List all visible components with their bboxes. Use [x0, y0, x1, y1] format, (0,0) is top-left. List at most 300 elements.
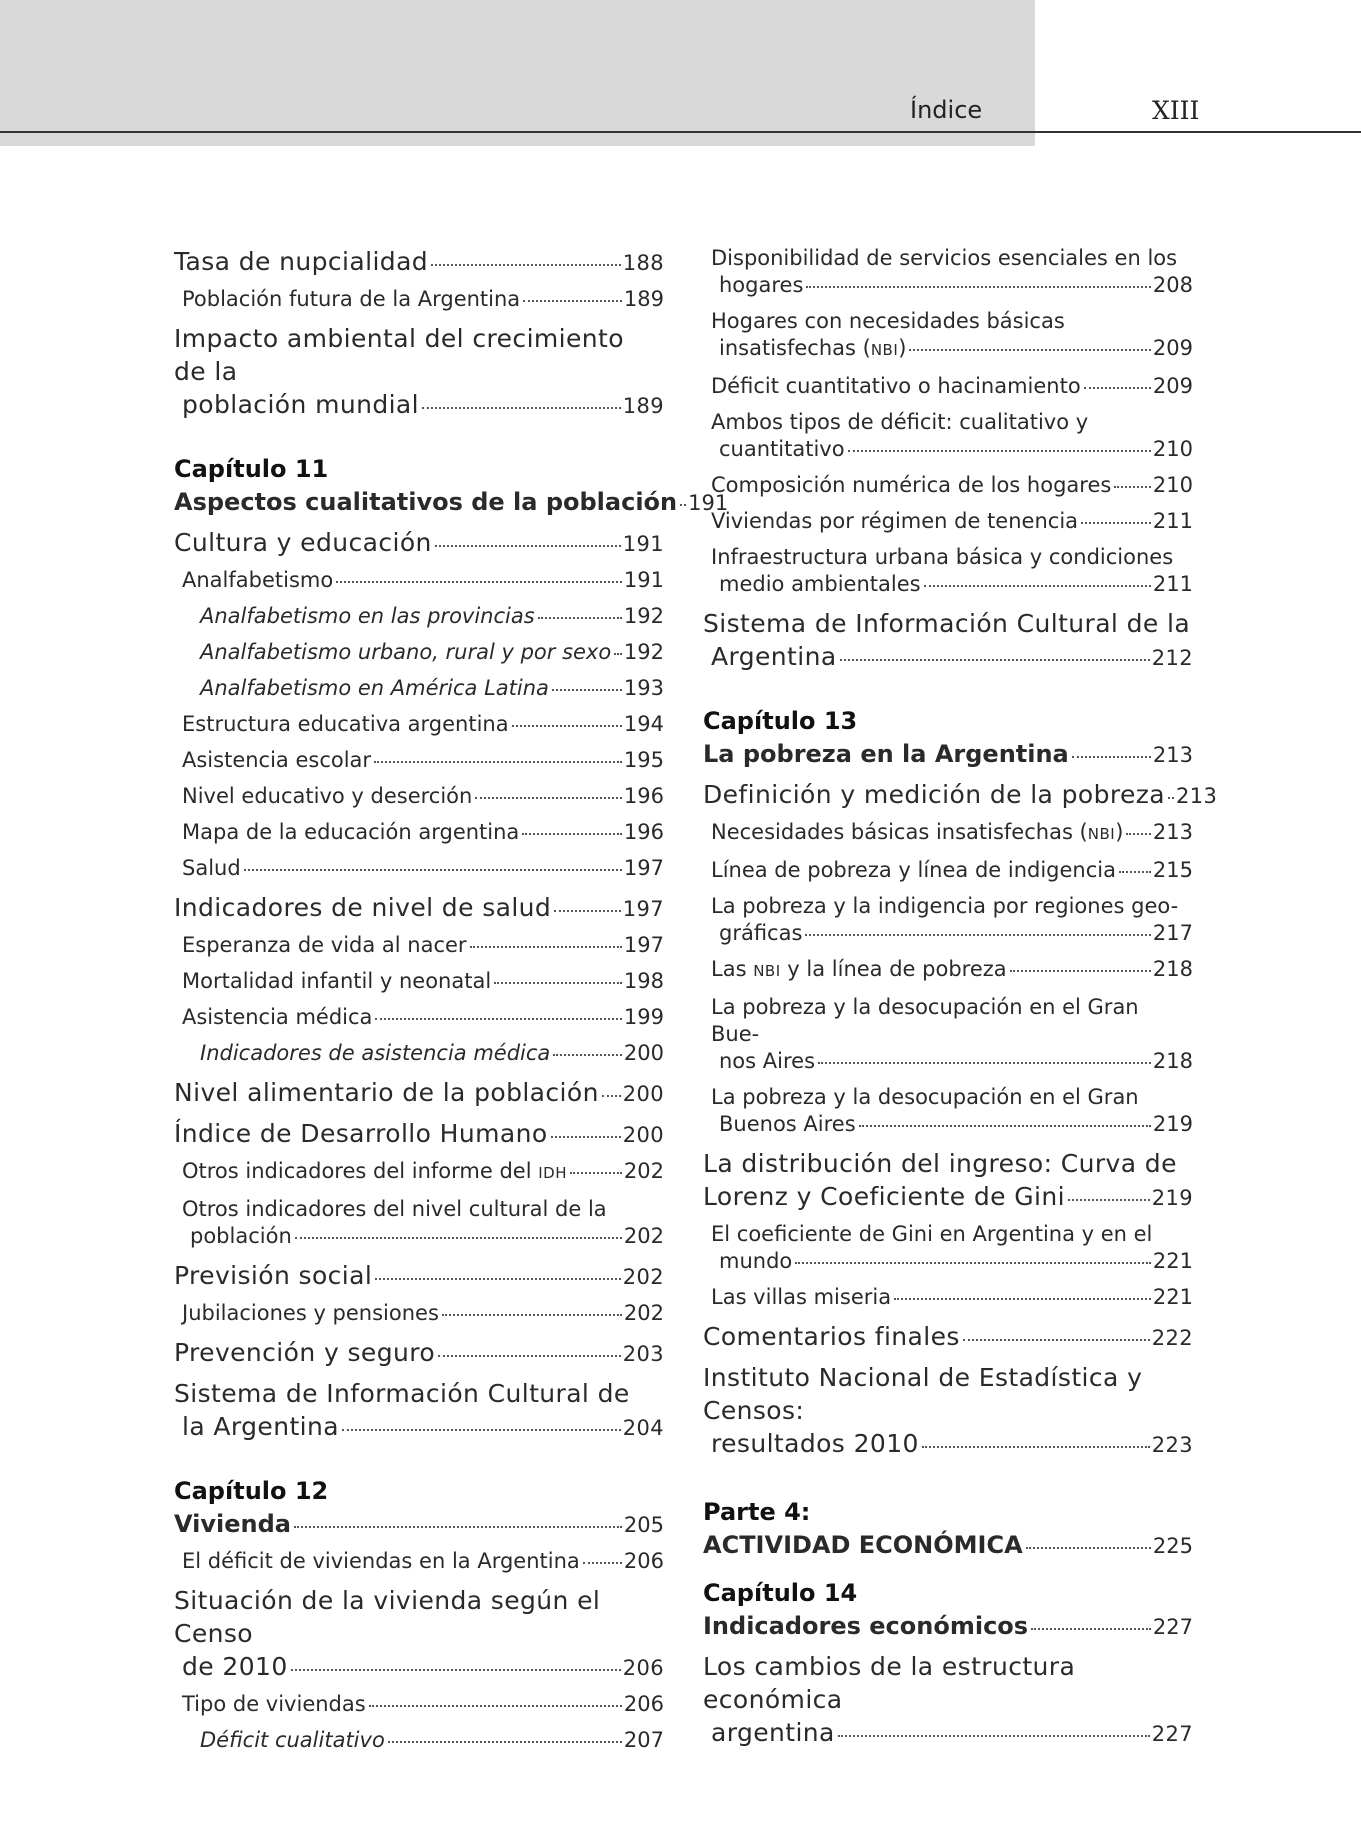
toc-entry-title-line: Impacto ambiental del crecimiento de la — [174, 324, 624, 386]
toc-page-number: 210 — [1152, 473, 1193, 497]
toc-page-number: 211 — [1152, 509, 1193, 533]
toc-entry-row — [703, 1529, 1193, 1563]
toc-entry-row — [174, 486, 729, 520]
toc-page-number: 217 — [1152, 921, 1193, 945]
dot-leader — [295, 1237, 622, 1239]
toc-page-number: 194 — [623, 712, 664, 736]
toc-entry[interactable] — [703, 544, 1193, 598]
toc-entry-row — [182, 819, 664, 846]
toc-entry[interactable] — [703, 607, 1193, 675]
toc-entry[interactable] — [174, 1040, 664, 1067]
toc-entry-title: Déficit cualitativo — [200, 1728, 385, 1752]
toc-entry-title: Lorenz y Coeficiente de Gini — [703, 1182, 1065, 1211]
toc-entry[interactable] — [174, 819, 664, 846]
toc-entry-title: Previsión social — [174, 1261, 373, 1290]
toc-page-number: 200 — [622, 1082, 664, 1106]
toc-entry-title-line: Situación de la vivienda según el Censo — [174, 1586, 601, 1648]
toc-entry-row — [711, 956, 1193, 985]
toc-entry-row — [174, 1076, 664, 1111]
toc-page-number: 202 — [623, 1301, 664, 1325]
toc-entry-title: argentina — [711, 1718, 835, 1747]
dot-leader — [538, 617, 622, 619]
toc-entry[interactable] — [703, 1361, 1193, 1462]
dot-leader — [470, 946, 622, 948]
dot-leader — [1114, 486, 1151, 488]
dot-leader — [375, 1018, 621, 1020]
toc-entry-row — [182, 1158, 664, 1187]
toc-entry-row — [711, 571, 1193, 598]
toc-entry-title: Tasa de nupcialidad — [174, 247, 429, 276]
toc-page-number: 192 — [623, 604, 664, 628]
toc-page-number: 208 — [1152, 273, 1193, 297]
toc-entry-row — [182, 711, 664, 738]
toc-entry[interactable] — [174, 1727, 664, 1754]
toc-entry-row — [200, 639, 664, 666]
toc-page-number: 193 — [623, 676, 664, 700]
running-header-title: Índice — [910, 96, 983, 124]
toc-entry-title: Tipo de viviendas — [182, 1692, 366, 1716]
chapter-heading — [703, 1496, 1193, 1563]
toc-entry[interactable] — [174, 747, 664, 774]
dot-leader — [294, 1526, 622, 1528]
toc-entry-title: Composición numérica de los hogares — [711, 473, 1112, 497]
toc-entry-row — [711, 1111, 1193, 1138]
toc-entry[interactable] — [174, 783, 664, 810]
chapter-label: Parte 4: — [703, 1498, 811, 1526]
chapter-label: Capítulo 12 — [174, 1477, 329, 1505]
toc-entry-row — [711, 1048, 1193, 1075]
dot-leader — [680, 504, 686, 506]
toc-page-number: 189 — [622, 394, 664, 418]
toc-entry[interactable] — [174, 1584, 664, 1685]
dot-leader — [388, 1741, 622, 1743]
toc-entry[interactable] — [174, 891, 664, 926]
toc-entry[interactable] — [174, 1259, 664, 1294]
dot-leader — [244, 869, 622, 871]
toc-page-number: 207 — [623, 1728, 664, 1752]
toc-page-number: 213 — [1152, 820, 1193, 844]
toc-entry[interactable] — [703, 1147, 1193, 1215]
toc-entry[interactable] — [174, 711, 664, 738]
toc-entry-title: La pobreza en la Argentina — [703, 740, 1069, 768]
dot-leader — [342, 1429, 621, 1431]
toc-entry-row — [703, 1610, 1193, 1644]
toc-entry-title: Jubilaciones y pensiones — [182, 1301, 439, 1325]
toc-entry-row — [703, 738, 1193, 772]
toc-entry-title: la Argentina — [182, 1412, 339, 1441]
toc-entry-title: hogares — [719, 273, 804, 297]
toc-entry[interactable] — [703, 409, 1193, 463]
dot-leader — [475, 797, 622, 799]
dot-leader — [840, 659, 1150, 661]
toc-entry-title-line: Disponibilidad de servicios esenciales en los — [711, 246, 1178, 270]
toc-page-number: 210 — [1152, 437, 1193, 461]
toc-entry-row — [182, 1300, 664, 1327]
dot-leader — [922, 1446, 1150, 1448]
toc-page-number: 206 — [623, 1692, 664, 1716]
toc-page-number: 203 — [622, 1342, 664, 1366]
toc-entry-title-line: Otros indicadores del nivel cultural de la — [182, 1197, 607, 1221]
dot-leader — [1010, 970, 1151, 972]
chapter-label: Capítulo 11 — [174, 455, 329, 483]
toc-entry-title: Índice de Desarrollo Humano — [174, 1119, 548, 1148]
toc-entry-row — [174, 1117, 664, 1152]
toc-entry-title-line: Infraestructura urbana básica y condiciones — [711, 545, 1174, 569]
dot-leader — [570, 1172, 622, 1174]
toc-page-number: 197 — [623, 856, 664, 880]
dot-leader — [438, 1355, 621, 1357]
toc-entry-title: Definición y medición de la pobreza — [703, 780, 1166, 809]
toc-entry-row — [182, 286, 664, 313]
toc-entry-title: Nivel alimentario de la población — [174, 1078, 599, 1107]
toc-page-number: 215 — [1152, 858, 1193, 882]
toc-entry-row — [703, 1180, 1193, 1215]
toc-entry-row — [182, 1004, 664, 1031]
toc-entry-title: Línea de pobreza y línea de indigencia — [711, 858, 1116, 882]
dot-leader — [894, 1298, 1151, 1300]
dot-leader — [1072, 756, 1151, 758]
dot-leader — [422, 407, 621, 409]
toc-entry-row — [182, 855, 664, 882]
toc-page-number: 189 — [623, 287, 664, 311]
dot-leader — [551, 1136, 621, 1138]
toc-page-number: 202 — [623, 1159, 664, 1183]
dot-leader — [523, 300, 622, 302]
toc-entry-title: Analfabetismo urbano, rural y por sexo — [200, 640, 612, 664]
toc-entry-title: insatisfechas (NBI) — [719, 336, 907, 360]
toc-page-number: 191 — [623, 568, 664, 592]
toc-entry-title-line: La pobreza y la desocupación en el Gran — [711, 1085, 1139, 1109]
toc-entry[interactable] — [703, 857, 1193, 884]
toc-entry[interactable] — [703, 778, 1218, 813]
toc-page-number: 188 — [622, 251, 664, 275]
toc-page-number: 199 — [623, 1005, 664, 1029]
toc-entry-row — [182, 783, 664, 810]
toc-entry-row — [703, 640, 1193, 675]
toc-entry[interactable] — [703, 472, 1193, 499]
toc-entry-title: Salud — [182, 856, 241, 880]
toc-page-number: 221 — [1152, 1249, 1193, 1273]
toc-entry-title: Déficit cuantitativo o hacinamiento — [711, 374, 1081, 398]
dot-leader — [1081, 522, 1151, 524]
toc-entry-row — [182, 747, 664, 774]
toc-entry[interactable] — [174, 675, 664, 702]
dot-leader — [552, 689, 622, 691]
dot-leader — [1119, 871, 1151, 873]
toc-entry-row — [711, 335, 1193, 364]
toc-entry-title-line: Sistema de Información Cultural de la — [703, 609, 1191, 638]
toc-page-number: 204 — [622, 1416, 664, 1440]
dot-leader — [1126, 833, 1151, 835]
toc-entry-title: población — [190, 1224, 292, 1248]
dot-leader — [818, 1062, 1151, 1064]
toc-entry-row — [174, 891, 664, 926]
toc-entry-title: ACTIVIDAD ECONÓMICA — [703, 1531, 1023, 1559]
toc-entry-row — [174, 1650, 664, 1685]
toc-entry[interactable] — [174, 1377, 664, 1445]
toc-page-number: 191 — [688, 491, 729, 515]
toc-entry-title: Indicadores de asistencia médica — [200, 1041, 551, 1065]
dot-leader — [1084, 387, 1151, 389]
toc-left-column — [174, 245, 729, 1763]
toc-entry[interactable] — [174, 1691, 664, 1718]
toc-entry[interactable] — [174, 1004, 664, 1031]
toc-page-number: 223 — [1151, 1433, 1193, 1457]
toc-entry-title: Prevención y seguro — [174, 1338, 436, 1367]
toc-entry-row — [703, 1320, 1193, 1355]
toc-entry-title: Esperanza de vida al nacer — [182, 933, 467, 957]
toc-page-number: 211 — [1152, 572, 1193, 596]
toc-entry-row — [711, 819, 1193, 848]
toc-entry-title-line: Los cambios de la estructura económica — [703, 1652, 1076, 1714]
toc-entry-row — [174, 388, 664, 423]
toc-entry[interactable] — [174, 1300, 664, 1327]
toc-entry[interactable] — [174, 1117, 664, 1152]
toc-entry-title-line: Sistema de Información Cultural de — [174, 1379, 630, 1408]
chapter-heading — [703, 1577, 1193, 1644]
toc-entry-title-line: La pobreza y la desocupación en el Gran Bue- — [711, 995, 1139, 1046]
toc-entry-title: medio ambientales — [719, 572, 921, 596]
toc-page-number: 209 — [1152, 336, 1193, 360]
chapter-title-entry[interactable] — [703, 1529, 1193, 1563]
header-rule — [0, 131, 1361, 133]
toc-page-number: 222 — [1151, 1326, 1193, 1350]
toc-entry[interactable] — [174, 245, 664, 280]
dot-leader — [805, 934, 1150, 936]
toc-entry[interactable] — [703, 819, 1193, 848]
toc-entry-title: nos Aires — [719, 1049, 816, 1073]
toc-entry-title: Buenos Aires — [719, 1112, 856, 1136]
toc-entry[interactable] — [174, 968, 664, 995]
toc-page-number: 227 — [1152, 1615, 1193, 1639]
toc-entry-title: Nivel educativo y deserción — [182, 784, 473, 808]
toc-entry[interactable] — [703, 893, 1193, 947]
toc-entry-row — [711, 272, 1193, 299]
toc-page-number: 202 — [623, 1224, 664, 1248]
toc-page-number: 197 — [622, 897, 664, 921]
toc-page-number: 196 — [623, 784, 664, 808]
toc-entry-title: población mundial — [182, 390, 420, 419]
toc-entry-row — [174, 1508, 664, 1542]
toc-page-number: 206 — [623, 1549, 664, 1573]
toc-entry-title: Asistencia médica — [182, 1005, 373, 1029]
toc-entry[interactable] — [174, 322, 664, 423]
dot-leader — [522, 833, 622, 835]
toc-entry-row — [703, 1716, 1193, 1751]
toc-entry-row — [703, 778, 1218, 813]
toc-entry[interactable] — [703, 994, 1193, 1075]
toc-entry-title: Analfabetismo en las provincias — [200, 604, 535, 628]
toc-entry[interactable] — [703, 308, 1193, 364]
dot-leader — [553, 1054, 622, 1056]
dot-leader — [924, 585, 1151, 587]
toc-entry[interactable] — [174, 286, 664, 313]
dot-leader — [291, 1669, 621, 1671]
toc-page-number: 198 — [623, 969, 664, 993]
dot-leader — [806, 286, 1151, 288]
toc-page-number: 218 — [1152, 957, 1193, 981]
toc-entry-row — [182, 1223, 664, 1250]
toc-page-number: 206 — [622, 1656, 664, 1680]
toc-entry-title: mundo — [719, 1249, 793, 1273]
toc-entry-title: cuantitativo — [719, 437, 845, 461]
toc-entry[interactable] — [703, 1650, 1193, 1751]
chapter-label: Capítulo 14 — [703, 1579, 858, 1607]
toc-entry-row — [174, 1336, 664, 1371]
toc-entry-row — [174, 1410, 664, 1445]
toc-entry[interactable] — [174, 1158, 664, 1187]
toc-entry-title: Cultura y educación — [174, 528, 432, 557]
chapter-heading — [174, 1475, 664, 1542]
toc-entry-title: resultados 2010 — [711, 1429, 919, 1458]
toc-entry[interactable] — [703, 1221, 1193, 1275]
page-number: XIII — [1152, 96, 1200, 125]
toc-entry-title: gráficas — [719, 921, 803, 945]
toc-entry-title: Viviendas por régimen de tenencia — [711, 509, 1079, 533]
toc-entry-row — [200, 603, 664, 630]
dot-leader — [1168, 797, 1174, 799]
toc-entry-row — [711, 436, 1193, 463]
toc-page-number: 209 — [1152, 374, 1193, 398]
toc-entry[interactable] — [703, 373, 1193, 400]
toc-page-number: 221 — [1152, 1285, 1193, 1309]
dot-leader — [336, 581, 622, 583]
toc-entry-row — [703, 1427, 1193, 1462]
toc-entry-title: Las villas miseria — [711, 1285, 892, 1309]
toc-page-number: 202 — [622, 1265, 664, 1289]
toc-page-number: 200 — [622, 1123, 664, 1147]
dot-leader — [795, 1262, 1151, 1264]
toc-entry[interactable] — [174, 1196, 664, 1250]
toc-page-number: 192 — [623, 640, 664, 664]
dot-leader — [1068, 1199, 1150, 1201]
toc-page-number: 200 — [623, 1041, 664, 1065]
chapter-heading — [703, 705, 1193, 772]
toc-page-number: 196 — [623, 820, 664, 844]
dot-leader — [909, 349, 1150, 351]
toc-entry[interactable] — [703, 245, 1193, 299]
toc-entry[interactable] — [703, 1284, 1193, 1311]
toc-page-number: 197 — [623, 933, 664, 957]
toc-entry-row — [174, 526, 664, 561]
chapter-title-entry[interactable] — [174, 1508, 664, 1542]
toc-entry-row — [174, 1259, 664, 1294]
toc-entry-title: Indicadores de nivel de salud — [174, 893, 552, 922]
dot-leader — [1026, 1547, 1151, 1549]
toc-entry[interactable] — [174, 526, 664, 561]
dot-leader — [435, 545, 621, 547]
dot-leader — [583, 1562, 622, 1564]
toc-page-number: 219 — [1152, 1112, 1193, 1136]
toc-entry-title: Las NBI y la línea de pobreza — [711, 957, 1007, 981]
dot-leader — [431, 264, 621, 266]
toc-entry[interactable] — [174, 603, 664, 630]
toc-entry-title: de 2010 — [182, 1652, 288, 1681]
header-band — [0, 0, 1035, 146]
toc-entry-row — [174, 245, 664, 280]
chapter-title-entry[interactable] — [703, 738, 1193, 772]
toc-entry-title: Indicadores económicos — [703, 1612, 1029, 1640]
dot-leader — [614, 653, 622, 655]
chapter-title-entry[interactable] — [703, 1610, 1193, 1644]
toc-entry[interactable] — [703, 1320, 1193, 1355]
toc-entry-title-line: El coeficiente de Gini en Argentina y en el — [711, 1222, 1153, 1246]
dot-leader — [838, 1735, 1150, 1737]
dot-leader — [554, 910, 621, 912]
dot-leader — [369, 1705, 622, 1707]
toc-entry-title: Comentarios finales — [703, 1322, 960, 1351]
toc-entry-row — [200, 1727, 664, 1754]
toc-entry[interactable] — [174, 932, 664, 959]
toc-entry-row — [182, 1691, 664, 1718]
toc-page-number: 213 — [1152, 743, 1193, 767]
toc-entry-title: Necesidades básicas insatisfechas (NBI) — [711, 820, 1124, 844]
toc-entry[interactable] — [703, 508, 1193, 535]
dot-leader — [374, 761, 622, 763]
toc-entry-row — [200, 675, 664, 702]
toc-page-number: 212 — [1151, 646, 1193, 670]
toc-entry-title-line: Hogares con necesidades básicas — [711, 309, 1065, 333]
toc-page-number: 225 — [1152, 1534, 1193, 1558]
toc-page-number: 205 — [623, 1513, 664, 1537]
dot-leader — [442, 1314, 622, 1316]
toc-entry-row — [182, 1548, 664, 1575]
toc-entry-title: Vivienda — [174, 1510, 291, 1538]
chapter-label: Capítulo 13 — [703, 707, 858, 735]
toc-entry-row — [711, 472, 1193, 499]
toc-entry-title: Analfabetismo en América Latina — [200, 676, 549, 700]
toc-entry[interactable] — [703, 1084, 1193, 1138]
toc-page-number: 227 — [1151, 1722, 1193, 1746]
dot-leader — [512, 725, 622, 727]
toc-page-number: 213 — [1176, 784, 1218, 808]
toc-entry[interactable] — [174, 639, 664, 666]
toc-entry-title: Estructura educativa argentina — [182, 712, 509, 736]
dot-leader — [375, 1278, 620, 1280]
chapter-title-entry[interactable] — [174, 486, 729, 520]
toc-entry[interactable] — [703, 956, 1193, 985]
toc-entry[interactable] — [174, 1336, 664, 1371]
toc-page-number: 195 — [623, 748, 664, 772]
toc-entry[interactable] — [174, 855, 664, 882]
toc-entry-row — [711, 508, 1193, 535]
toc-entry[interactable] — [174, 1548, 664, 1575]
toc-entry[interactable] — [174, 1076, 664, 1111]
chapter-heading — [174, 453, 729, 520]
toc-entry-title-line: La pobreza y la indigencia por regiones geo- — [711, 894, 1179, 918]
toc-entry-row — [711, 1284, 1193, 1311]
toc-entry-title: Mapa de la educación argentina — [182, 820, 520, 844]
toc-entry-row — [711, 373, 1193, 400]
toc-entry[interactable] — [174, 567, 664, 594]
toc-page-number: 218 — [1152, 1049, 1193, 1073]
toc-page-number: 191 — [622, 532, 664, 556]
dot-leader — [602, 1095, 621, 1097]
toc-right-column — [703, 245, 1218, 1757]
dot-leader — [494, 982, 622, 984]
toc-entry-row — [711, 920, 1193, 947]
toc-entry-row — [182, 567, 664, 594]
dot-leader — [1031, 1628, 1151, 1630]
toc-entry-title-line: Instituto Nacional de Estadística y Censos: — [703, 1363, 1143, 1425]
dot-leader — [848, 450, 1151, 452]
dot-leader — [859, 1125, 1151, 1127]
toc-entry-row — [711, 857, 1193, 884]
toc-entry-title: Argentina — [711, 642, 837, 671]
toc-entry-row — [182, 932, 664, 959]
toc-entry-row — [200, 1040, 664, 1067]
toc-entry-row — [711, 1248, 1193, 1275]
